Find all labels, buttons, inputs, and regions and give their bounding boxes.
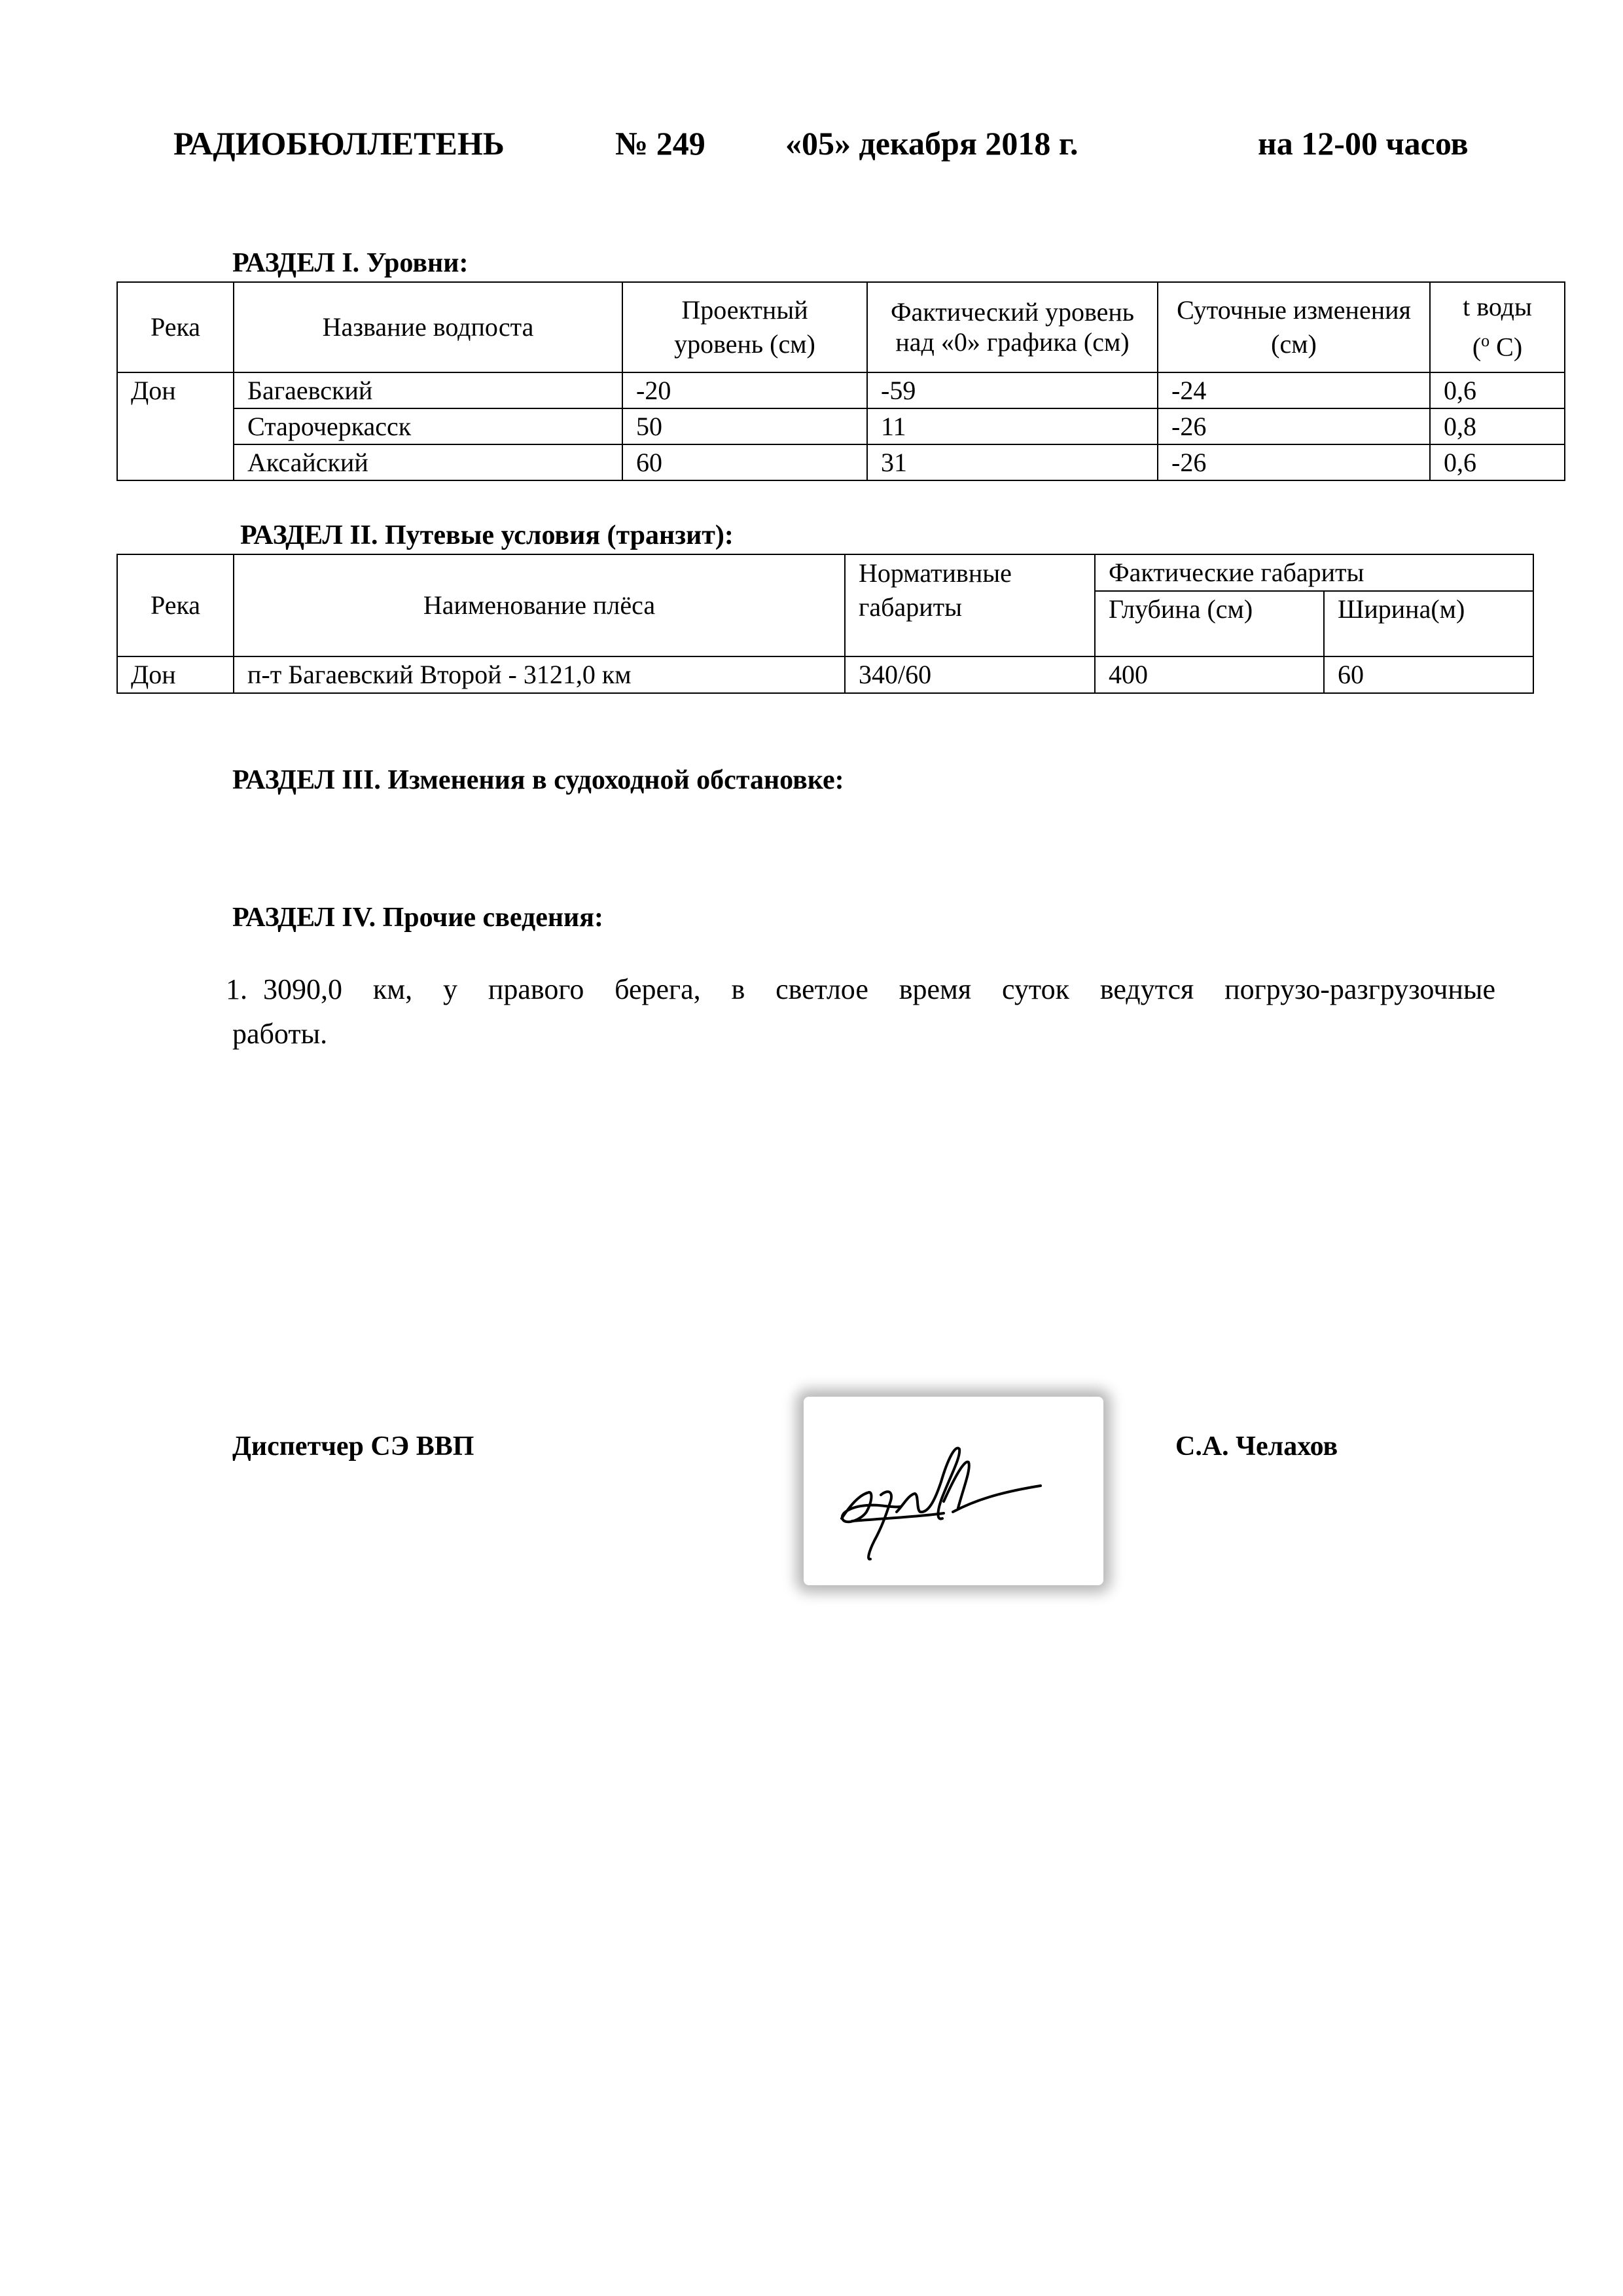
station-cell: Старочеркасск (234, 408, 622, 444)
temp-cell: 0,8 (1430, 408, 1565, 444)
reach-cell: п-т Багаевский Второй - 3121,0 км (234, 656, 845, 693)
bulletin-number: № 249 (615, 125, 705, 162)
section3-title: РАЗДЕЛ III. Изменения в судоходной обстановке: (232, 765, 844, 795)
col-water-temp-unit: ($^o$ С) (1472, 331, 1523, 362)
section4-item (226, 967, 1495, 1056)
change-cell: -26 (1158, 444, 1430, 480)
col-width: Ширина(м) (1324, 591, 1533, 656)
river-cell: Дон (117, 656, 234, 693)
section4-item-line (226, 967, 1495, 1012)
section4-title: РАЗДЕЛ IV. Прочие сведения: (232, 903, 603, 933)
col-daily-change: Суточные изменения (см) (1158, 282, 1430, 372)
col-normative: Нормативные габариты (845, 554, 1095, 656)
change-cell: -26 (1158, 408, 1430, 444)
dispatcher-position: Диспетчер СЭ ВВП (232, 1431, 474, 1462)
bulletin-date: «05» декабря 2018 г. (785, 125, 1079, 162)
signature-box (804, 1397, 1103, 1585)
depth-cell: 400 (1095, 656, 1324, 693)
item-text: 3090,0 км, у правого берега, в светлое время суток ведутся погрузо-разгрузочные (263, 973, 1495, 1005)
station-cell: Аксайский (234, 444, 622, 480)
temp-cell: 0,6 (1430, 444, 1565, 480)
col-river: Река (117, 282, 234, 372)
item-text-continued: работы. (232, 1018, 328, 1050)
transit-table (116, 554, 1534, 694)
table-row (117, 656, 1533, 693)
table-row (117, 372, 1565, 408)
col-river: Река (117, 554, 234, 656)
section2-title: РАЗДЕЛ II. Путевые условия (транзит): (240, 520, 734, 550)
signature-icon (804, 1397, 1103, 1585)
table-row (117, 444, 1565, 480)
design-cell: -20 (622, 372, 867, 408)
width-cell: 60 (1324, 656, 1533, 693)
table-row (117, 408, 1565, 444)
actual-cell: 31 (867, 444, 1158, 480)
dispatcher-name: С.А. Челахов (1175, 1431, 1338, 1462)
actual-cell: -59 (867, 372, 1158, 408)
bulletin-title: РАДИОБЮЛЛЕТЕНЬ (173, 125, 505, 162)
bulletin-time: на 12-00 часов (1258, 125, 1469, 162)
col-water-temp-label: t воды (1463, 292, 1532, 322)
design-cell: 60 (622, 444, 867, 480)
col-depth: Глубина (см) (1095, 591, 1324, 656)
col-reach: Наименование плёса (234, 554, 845, 656)
levels-header-row (117, 282, 1565, 372)
section1-title: РАЗДЕЛ I. Уровни: (232, 248, 469, 278)
actual-cell: 11 (867, 408, 1158, 444)
col-design-level: Проектный уровень (см) (622, 282, 867, 372)
col-station: Название водпоста (234, 282, 622, 372)
design-cell: 50 (622, 408, 867, 444)
col-actual-level: Фактический уровень над «0» графика (см) (867, 282, 1158, 372)
item-number: 1. (226, 973, 247, 1005)
station-cell: Багаевский (234, 372, 622, 408)
normative-cell: 340/60 (845, 656, 1095, 693)
temp-cell: 0,6 (1430, 372, 1565, 408)
levels-table (116, 281, 1565, 481)
transit-header-row (117, 554, 1533, 591)
river-cell: Дон (117, 372, 234, 480)
col-water-temp (1430, 282, 1565, 372)
col-actual-dimensions: Фактические габариты (1095, 554, 1533, 591)
change-cell: -24 (1158, 372, 1430, 408)
